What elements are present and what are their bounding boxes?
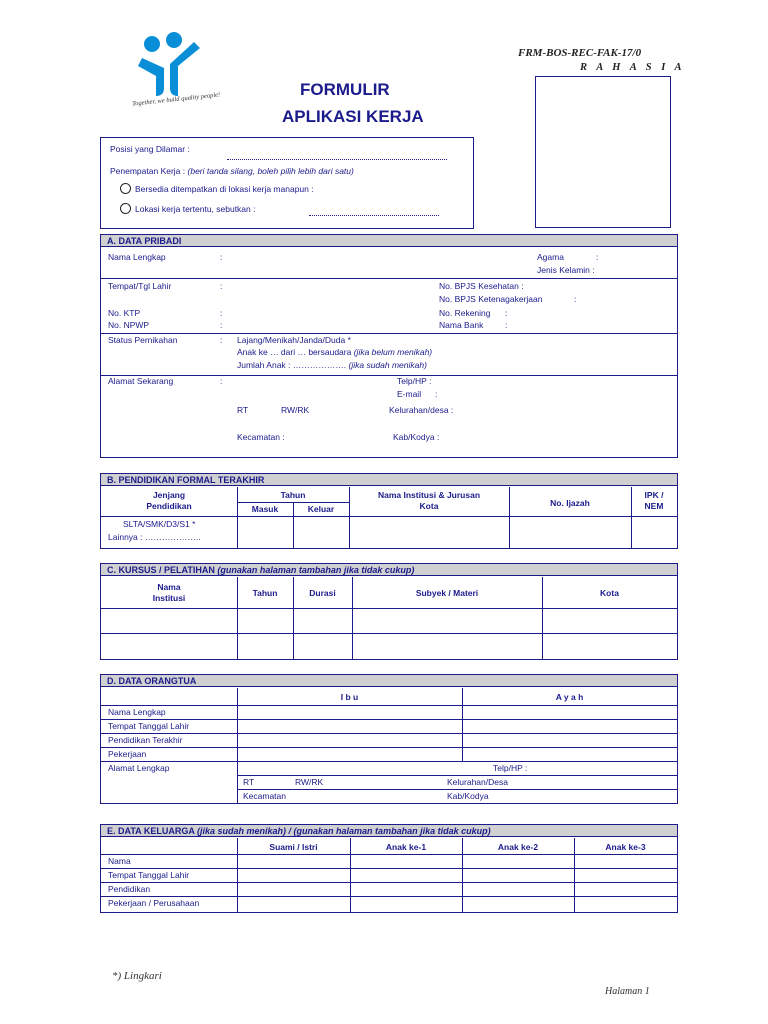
tagline: Together, we build quality people! <box>131 91 221 108</box>
kab-label: Kab/Kodya : <box>393 432 440 442</box>
section-personal-data <box>100 234 678 458</box>
ktp-label: No. KTP <box>108 308 141 318</box>
family-row-label: Pekerjaan / Perusahaan <box>108 898 200 908</box>
colon: : <box>220 252 223 262</box>
section-a-title: A. DATA PRIBADI <box>101 235 677 247</box>
children-count-label: Jumlah Anak : ………………. (jika sudah menikah) <box>237 360 427 370</box>
colon: : <box>574 294 577 304</box>
section-education <box>100 473 678 549</box>
section-e-title: E. DATA KELUARGA (jika sudah menikah) / (gunakan halaman tambahan jika tidak cukup) <box>101 825 677 837</box>
specific-location-field[interactable] <box>309 215 439 216</box>
position-applied-field[interactable] <box>227 159 447 160</box>
parent-row-label: Pekerjaan <box>108 749 147 759</box>
phone-label: Telp/HP : <box>397 376 432 386</box>
bank-label: Nama Bank <box>439 320 484 330</box>
colon: : <box>220 376 223 386</box>
position-applied-label: Posisi yang Dilamar : <box>110 144 190 154</box>
colon: : <box>220 335 223 345</box>
full-name-label: Nama Lengkap <box>108 252 166 262</box>
kecamatan-label: Kecamatan : <box>237 432 285 442</box>
family-row-label: Tempat Tanggal Lahir <box>108 870 190 880</box>
family-row-label: Pendidikan <box>108 884 151 894</box>
rt-label: RT <box>237 405 249 415</box>
marital-options[interactable]: Lajang/Menikah/Janda/Duda * <box>237 335 351 345</box>
parent-kelurahan-label: Kelurahan/Desa <box>447 777 508 787</box>
colon: : <box>220 320 223 330</box>
rwrk-label: RW/RK <box>281 405 310 415</box>
col-course-city: Kota <box>600 588 619 598</box>
colon: : <box>435 389 438 399</box>
section-b-title: B. PENDIDIKAN FORMAL TERAKHIR <box>101 474 677 486</box>
option-specific-location-label: Lokasi kerja tertentu, sebutkan : <box>135 204 256 214</box>
col-course-duration: Durasi <box>309 588 336 598</box>
birth-label: Tempat/Tgl Lahir <box>108 281 172 291</box>
child-of-label: Anak ke … dari … bersaudara (jika belum menikah) <box>237 347 433 357</box>
bpjs-health-label: No. BPJS Kesehatan : <box>439 281 524 291</box>
colon: : <box>220 281 223 291</box>
parent-rwrk-label: RW/RK <box>295 777 324 787</box>
col-child-1: Anak ke-1 <box>385 842 427 852</box>
col-father: A y a h <box>555 692 584 702</box>
form-code: FRM-BOS-REC-FAK-17/0 <box>518 47 642 59</box>
colon: : <box>505 308 508 318</box>
edu-row-other[interactable]: Lainnya : ……………….. <box>108 532 201 542</box>
colon: : <box>505 320 508 330</box>
col-gpa: IPK / NEM <box>644 490 664 511</box>
parent-row-label: Alamat Lengkap <box>108 763 170 773</box>
email-label: E-mail <box>397 389 422 399</box>
col-course-year: Tahun <box>252 588 278 598</box>
col-out: Keluar <box>307 504 335 514</box>
parent-phone-label: Telp/HP : <box>493 763 528 773</box>
parent-row-label: Pendidikan Terakhir <box>108 735 183 745</box>
edu-row-main: SLTA/SMK/D3/S1 * <box>123 519 196 529</box>
section-family <box>100 824 678 913</box>
marital-label: Status Pernikahan <box>108 335 178 345</box>
placement-label: Penempatan Kerja : (beri tanda silang, boleh pilih lebih dari satu) <box>110 166 354 176</box>
col-course-subject: Subyek / Materi <box>415 588 479 598</box>
account-label: No. Rekening <box>439 308 491 318</box>
parent-rt-label: RT <box>243 777 255 787</box>
option-specific-location-radio[interactable] <box>120 203 131 214</box>
section-d-title: D. DATA ORANGTUA <box>101 675 677 687</box>
footnote: *) Lingkari <box>112 970 162 982</box>
section-courses <box>100 563 678 660</box>
page-number: Halaman 1 <box>605 986 650 997</box>
parent-row-label: Tempat Tanggal Lahir <box>108 721 190 731</box>
address-label: Alamat Sekarang <box>108 376 174 386</box>
bpjs-work-label: No. BPJS Ketenagakerjaan <box>439 294 543 304</box>
form-title-line1: FORMULIR <box>300 80 390 99</box>
npwp-label: No. NPWP <box>108 320 150 330</box>
section-parents <box>100 674 678 804</box>
position-box <box>100 137 474 229</box>
kelurahan-label: Kelurahan/desa : <box>389 405 454 415</box>
photo-box[interactable] <box>535 76 671 228</box>
parent-kecamatan-label: Kecamatan <box>243 791 286 801</box>
religion-label: Agama <box>537 252 564 262</box>
parent-kab-label: Kab/Kodya <box>447 791 489 801</box>
family-row-label: Nama <box>108 856 131 866</box>
section-c-title: C. KURSUS / PELATIHAN (gunakan halaman tambahan jika tidak cukup) <box>101 564 677 576</box>
col-child-3: Anak ke-3 <box>605 842 646 852</box>
col-year: Tahun <box>280 490 306 500</box>
colon: : <box>220 308 223 318</box>
form-title-line2: APLIKASI KERJA <box>282 107 424 126</box>
colon: : <box>596 252 599 262</box>
col-child-2: Anak ke-2 <box>497 842 539 852</box>
gender-label: Jenis Kelamin : <box>537 265 595 275</box>
col-spouse: Suami / Istri <box>269 842 318 852</box>
option-any-location-radio[interactable] <box>120 183 131 194</box>
col-mother: I b u <box>340 692 359 702</box>
option-any-location-label: Bersedia ditempatkan di lokasi kerja manapun : <box>135 184 314 194</box>
col-in: Masuk <box>251 504 279 514</box>
col-level: Jenjang Pendidikan <box>146 490 192 511</box>
col-certificate: No. Ijazah <box>550 498 590 508</box>
col-institution: Nama Institusi & Jurusan Kota <box>377 490 481 511</box>
col-course-institution: Nama Institusi <box>152 582 186 603</box>
parent-row-label: Nama Lengkap <box>108 707 166 717</box>
confidential-label: R A H A S I A <box>580 62 686 73</box>
